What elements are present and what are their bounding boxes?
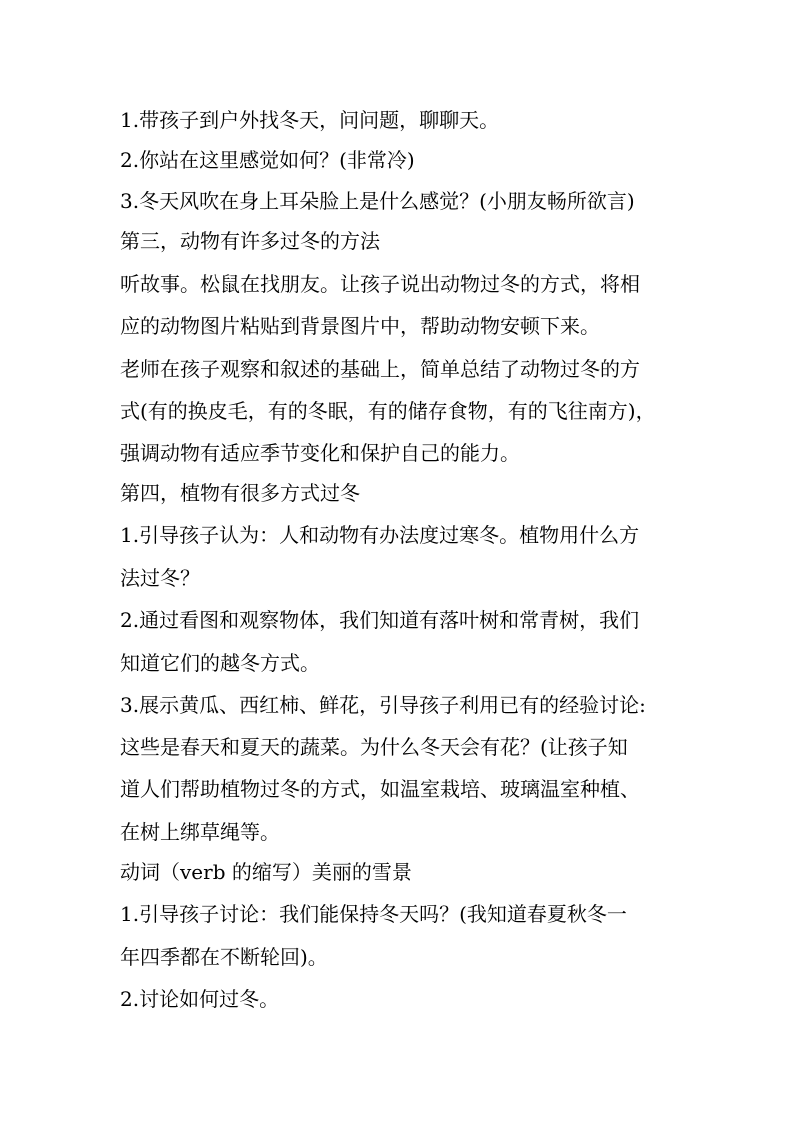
text-line: 1.引导孩子讨论：我们能保持冬天吗？(我知道春夏秋冬一 xyxy=(120,902,627,926)
text-line: 老师在孩子观察和叙述的基础上，简单总结了动物过冬的方 xyxy=(120,357,640,381)
text-line: 2.通过看图和观察物体，我们知道有落叶树和常青树，我们 xyxy=(120,608,640,632)
text-line: 这些是春天和夏天的蔬菜。为什么冬天会有花？(让孩子知 xyxy=(120,735,628,759)
text-line: 年四季都在不断轮回)。 xyxy=(120,945,328,969)
text-line: 强调动物有适应季节变化和保护自己的能力。 xyxy=(120,441,520,465)
text-line: 3.展示黄瓜、西红柿、鲜花，引导孩子利用已有的经验讨论: xyxy=(120,693,646,717)
text-line: 道人们帮助植物过冬的方式，如温室栽培、玻璃温室种植、 xyxy=(120,777,640,801)
text-line: 2.你站在这里感觉如何？(非常冷) xyxy=(120,148,415,172)
text-line: 在树上绑草绳等。 xyxy=(120,820,280,844)
section-heading: 第四，植物有很多方式过冬 xyxy=(120,481,360,505)
section-heading: 第三，动物有许多过冬的方法 xyxy=(120,229,380,253)
text-line: 式(有的换皮毛，有的冬眠，有的储存食物，有的飞往南方)， xyxy=(120,399,656,423)
text-line: 法过冬？ xyxy=(120,566,200,590)
text-line: 知道它们的越冬方式。 xyxy=(120,651,320,675)
text-line: 3.冬天风吹在身上耳朵脸上是什么感觉？(小朋友畅所欲言) xyxy=(120,189,635,213)
text-line: 1.带孩子到户外找冬天，问问题，聊聊天。 xyxy=(120,108,500,132)
text-line: 2.讨论如何过冬。 xyxy=(120,987,280,1011)
text-line: 听故事。松鼠在找朋友。让孩子说出动物过冬的方式，将相 xyxy=(120,272,640,296)
text-line: 应的动物图片粘贴到背景图片中，帮助动物安顿下来。 xyxy=(120,314,600,338)
section-heading: 动词（verb 的缩写）美丽的雪景 xyxy=(120,860,412,884)
text-line: 1.引导孩子认为：人和动物有办法度过寒冬。植物用什么方 xyxy=(120,523,640,547)
